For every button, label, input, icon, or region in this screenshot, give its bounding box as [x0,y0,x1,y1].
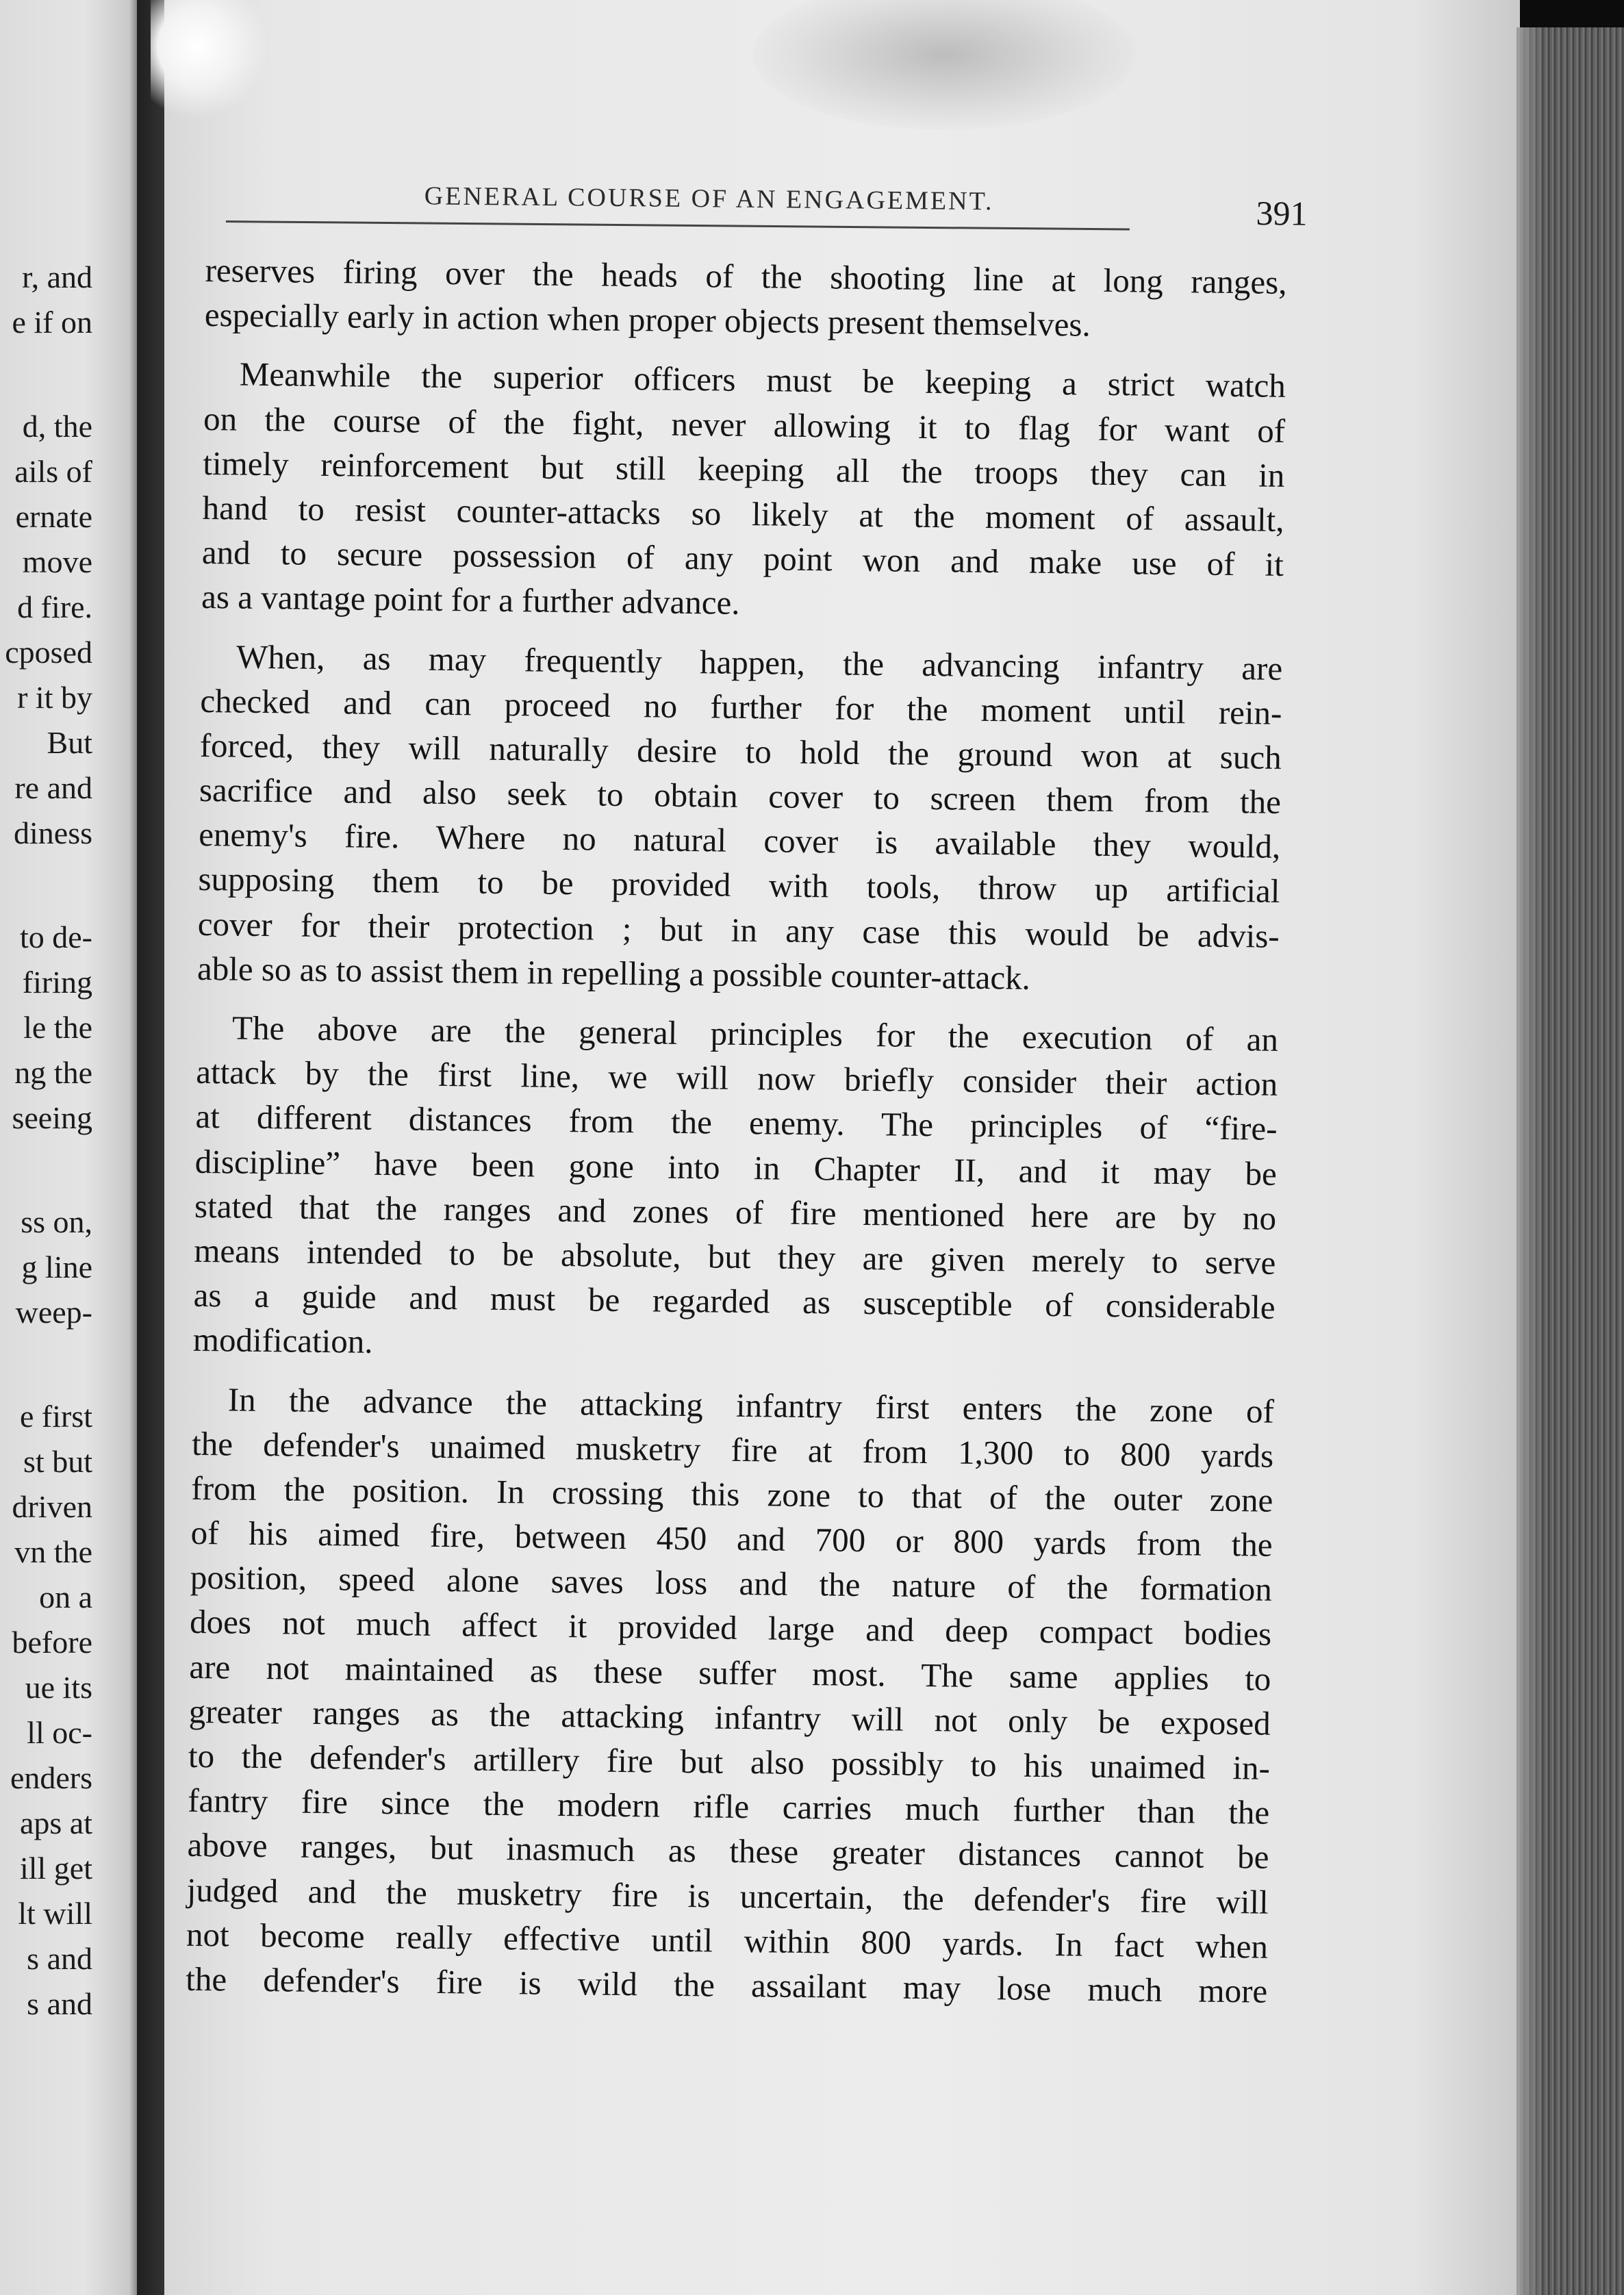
left-page-line: ue its [25,1670,92,1705]
paragraph [193,1005,1293,1375]
paragraph [197,633,1297,1003]
left-page-line: weep- [15,1295,92,1330]
left-page-line: r it by [17,680,92,715]
text-line: the defender's unaimed musketry fire at from 1,300 to 800 yards [191,1424,1274,1475]
text-line: timely reinforcement but still keeping all the troops they can in [203,444,1285,494]
paragraph [205,248,1301,350]
text-line: greater ranges as the attacking infantry will not only be exposed [188,1692,1271,1742]
running-head: GENERAL COURSE OF AN ENGAGEMENT. [424,181,994,216]
left-page-line: seeing [12,1100,92,1135]
text-line: and to secure possession of any point won and make use of it [201,533,1284,584]
text-line: means intended to be absolute, but they are given merely to serve [194,1231,1276,1282]
left-page-line: aps at [19,1805,92,1840]
left-page-line: before [12,1625,92,1660]
left-page-line: enders [10,1760,92,1795]
text-line: enemy's fire. Where no natural cover is available they would, [198,815,1281,866]
text-line: The above are the general principles for the execution of an [231,1009,1279,1058]
left-page-line: on a [39,1580,92,1614]
left-page-line: driven [12,1489,92,1524]
left-page-line: ill get [19,1851,92,1886]
page-smudge [753,0,1137,130]
text-line: modification. [192,1321,373,1361]
left-page-line: r, and [22,259,92,294]
text-line: Meanwhile the superior officers must be keeping a strict watch [239,355,1286,405]
text-line: does not much affect it provided large and deep compact bodies [189,1603,1272,1653]
text-line: able so as to assist them in repelling a possible counter-attack. [196,949,1031,997]
left-page-line: ails of [14,454,92,489]
text-line: are not maintained as these suffer most. The same applies to [189,1647,1271,1698]
text-line: position, speed alone saves loss and the nature of the formation [190,1558,1273,1609]
text-line: especially early in action when proper objects present themselves. [204,296,1091,344]
page-edges-shade [1517,27,1544,2295]
text-line: In the advance the attacking infantry first enters the zone of [227,1380,1275,1430]
text-line: fantry fire since the modern rifle carries much further than the [187,1782,1270,1831]
left-page-line: But [47,725,92,760]
left-page-line: le the [23,1010,92,1045]
left-page [0,0,140,2295]
text-line: checked and can proceed no further for the moment until rein- [200,681,1282,732]
paragraph [201,351,1299,631]
text-line: above ranges, but inasmuch as these greater distances cannot be [187,1826,1269,1877]
text-line: on the course of the fight, never allowing it to flag for want of [203,399,1286,450]
left-page-line: ss on, [21,1204,92,1239]
text-line: When, as may frequently happen, the advancing infantry are [236,637,1283,687]
left-page-line: ernate [15,499,92,534]
left-page-line: move [22,544,92,579]
text-line: supposing them to be provided with tools, throw up artificial [198,860,1280,911]
body-text [186,248,1301,2014]
left-page-line: cposed [5,635,92,670]
left-page-line: e if on [12,305,92,340]
text-line: cover for their protection ; but in any case this would be advis- [197,904,1280,955]
text-line: stated that the ranges and zones of fire mentioned here are by no [194,1187,1277,1237]
text-line: reserves firing over the heads of the shooting line at long ranges, [205,251,1287,301]
left-page-line: s and [27,1941,92,1976]
left-page-line: re and [14,770,92,805]
text-line: discipline” have been gone into in Chapter II, and it may be [194,1142,1278,1193]
text-line: of his aimed fire, between 450 and 700 or 800 yards from the [190,1513,1273,1564]
left-page-line: e first [19,1399,92,1434]
left-page-line: ll oc- [27,1715,92,1750]
text-line: not become really effective until within 800 yards. In fact when [186,1915,1269,1966]
left-page-line: firing [22,965,92,1000]
left-page-line: lt will [18,1896,92,1931]
text-line: hand to resist counter-attacks so likely at the moment of assault, [202,488,1284,539]
text-line: to the defender's artillery fire but also possibly to his unaimed in- [188,1736,1271,1787]
text-line: judged and the musketry fire is uncertain, the defender's fire will [186,1871,1269,1921]
text-line: sacrifice and also seek to obtain cover to screen them from the [199,771,1282,821]
text-line: at different distances from the enemy. The principles of “fire- [195,1098,1278,1148]
left-page-line: st but [23,1444,92,1479]
text-line: as a guide and must be regarded as susceptible of considerable [193,1276,1276,1326]
text-line: attack by the first line, we will now briefly consider their action [196,1053,1278,1104]
left-page-line: s and [27,1986,92,2021]
paragraph [186,1376,1288,2014]
text-line: forced, they will naturally desire to hold the ground won at such [199,726,1282,776]
text-line: from the position. In crossing this zone to that of the outer zone [191,1469,1273,1519]
page-number: 391 [1256,193,1308,233]
left-page-line: vn the [14,1534,92,1569]
torn-corner [151,0,267,116]
left-page-line: diness [14,815,92,850]
left-page-line: d, the [22,409,92,444]
text-line: the defender's fire is wild the assailant may lose much more [186,1960,1268,2010]
left-page-line: g line [21,1250,92,1284]
left-page-line: d fire. [17,589,92,624]
left-page-line: to de- [19,920,92,954]
left-page-line: ng the [14,1055,92,1090]
text-line: as a vantage point for a further advance. [201,578,740,622]
